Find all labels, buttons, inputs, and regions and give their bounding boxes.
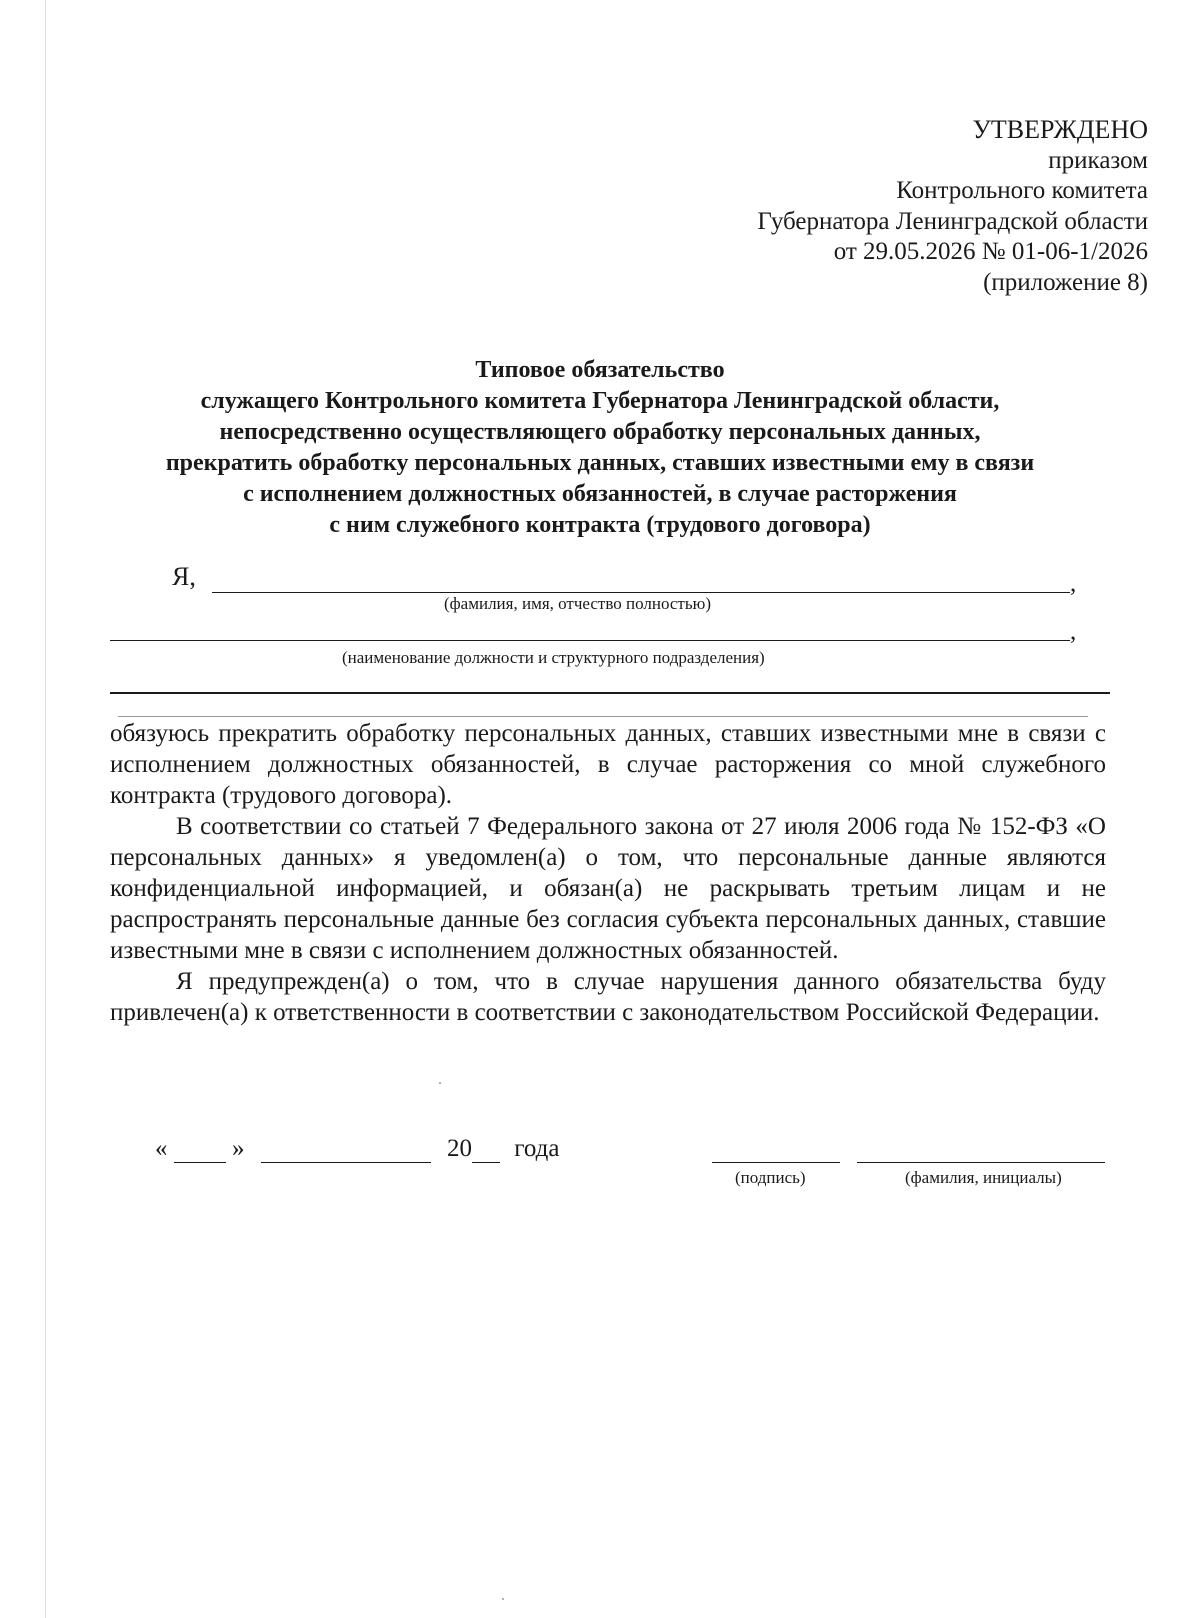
approval-line-committee: Контрольного комитета [896,177,1148,204]
approval-line-governor: Губернатора Ленинградской области [757,207,1148,235]
title-line: прекратить обработку персональных данных, ставших известными ему в связи [165,450,1035,476]
day-field-line[interactable] [174,1136,226,1163]
position-field-line[interactable] [110,640,1070,641]
extra-field-line-2[interactable] [118,716,1088,717]
full-name-caption: (фамилия, имя, отчество полностью) [444,594,711,613]
approval-line-date-number: от 29.05.2026 № 01-06-1/2026 [833,238,1148,265]
signature-field-line[interactable] [712,1162,840,1163]
year-word: года [514,1135,560,1162]
month-field-line[interactable] [261,1136,431,1163]
title-line: служащего Контрольного комитета Губернатора Ленинградской области, [200,388,1000,414]
title-line: с ним служебного контракта (трудового договора) [329,512,871,538]
date-quote-close: » [232,1135,245,1162]
full-name-comma: , [1070,570,1077,597]
year-field-line[interactable] [472,1136,500,1163]
body-paragraph-law: В соответствии со статьей 7 Федерального закона от 27 июля 2006 года № 152-ФЗ «О персональных данных» я уведомлен(а) о том, что персональные данные являются конфиденциальной информацией, и обязан(а) не раскрывать третьим лицам и не распространять персональные данные без согласия субъекта персональных данных, ставшие известными мне в связи с исполнением должностных обязанностей. [110,813,1106,964]
year-prefix: 20 [447,1135,472,1162]
ya-label: Я, [172,562,196,591]
date-line [155,1135,559,1163]
name-initials-field-line[interactable] [857,1162,1105,1163]
signature-caption: (подпись) [735,1168,806,1187]
date-quote-open: « [155,1135,168,1162]
name-initials-caption: (фамилия, инициалы) [905,1168,1062,1187]
full-name-field-line[interactable] [212,592,1070,593]
body-paragraph-warning: Я предупрежден(а) о том, что в случае нарушения данного обязательства буду привлечен(а) к ответственности в соответствии с законодательством Российской Федерации. [110,968,1106,1026]
title-line: с исполнением должностных обязанностей, в случае расторжения [243,481,957,507]
approval-line-order: приказом [1048,146,1148,174]
body-paragraph-obligation: обязуюсь прекратить обработку персональных данных, ставших известными мне в связи с исполнением должностных обязанностей, в случае расторжения со мной служебного контракта (трудового договора). [110,720,1106,809]
approval-line-appendix: (приложение 8) [983,268,1148,296]
approval-heading: УТВЕРЖДЕНО [972,115,1148,144]
scan-speck [502,1598,504,1600]
position-comma: , [1070,618,1077,645]
position-caption: (наименование должности и структурного подразделения) [342,648,765,667]
body-text [110,718,1106,1028]
scan-edge-line [45,0,46,1618]
title-line: Типовое обязательство [475,357,725,383]
scan-speck [439,1082,441,1084]
document-title [100,355,1100,541]
title-line: непосредственно осуществляющего обработку персональных данных, [219,419,981,445]
extra-field-line-1[interactable] [110,692,1110,694]
approval-block [757,115,1148,298]
